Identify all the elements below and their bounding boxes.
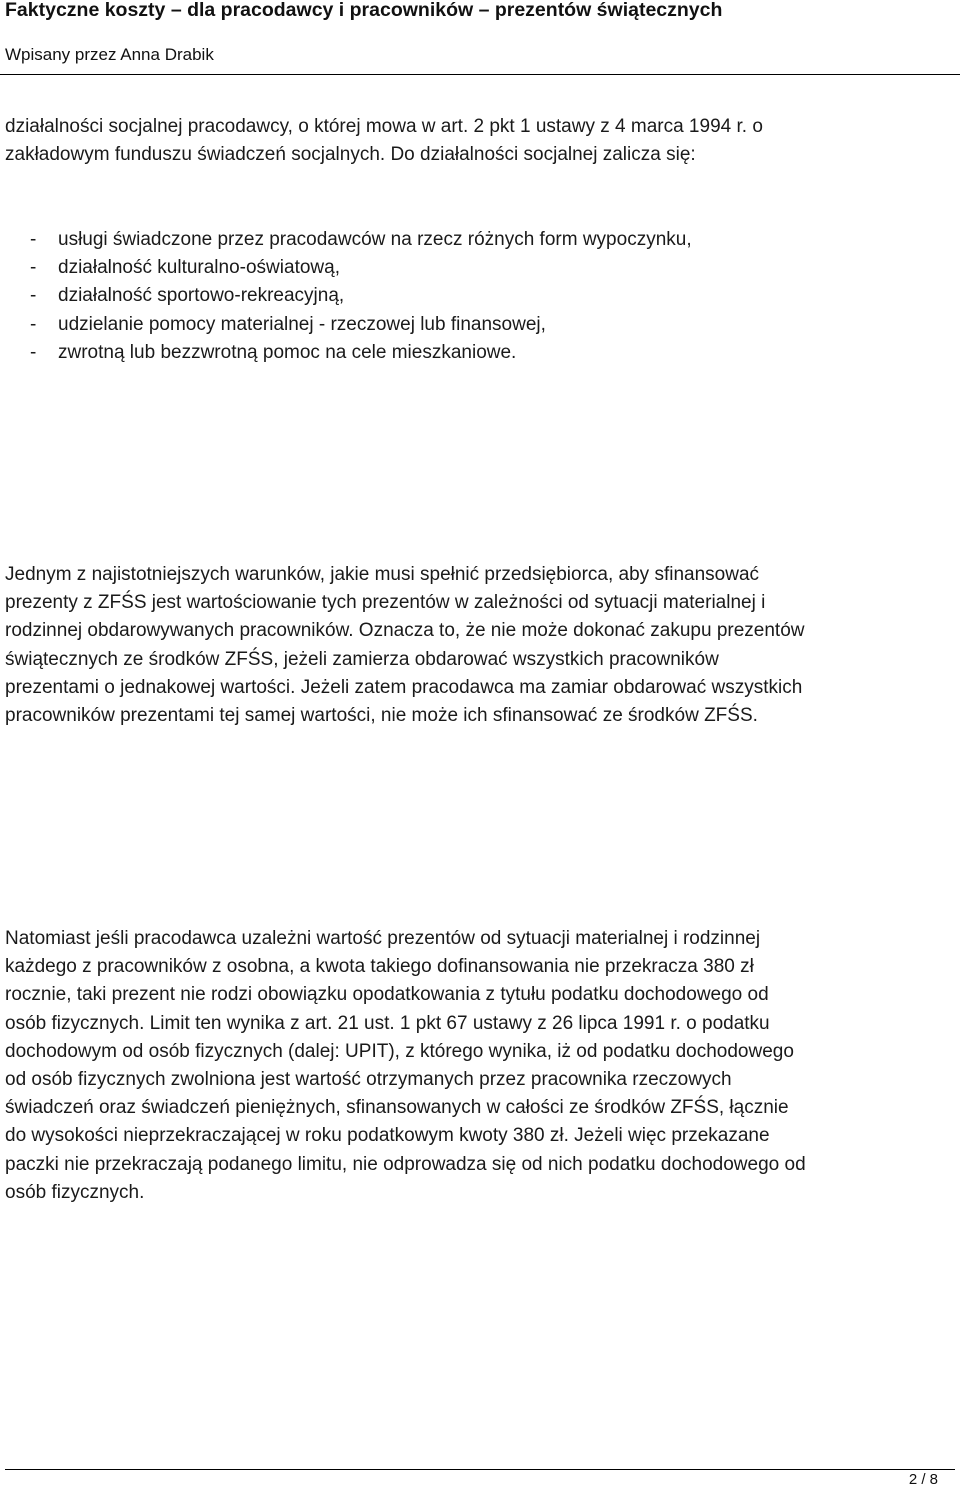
list-item-text: działalność kulturalno-oświatową, xyxy=(58,257,340,279)
text-line: prezentami o jednakowej wartości. Jeżeli zatem pracodawca ma zamiar obdarować wszystkich xyxy=(5,676,803,698)
footer-divider xyxy=(5,1469,955,1470)
text-line: Natomiast jeśli pracodawca uzależni wartość prezentów od sytuacji materialnej i rodzinnej xyxy=(5,928,761,949)
intro-paragraph xyxy=(5,113,955,169)
text-line: świadczeń oraz świadczeń pieniężnych, sfinansowanych w całości ze środków ZFŚS, łącznie xyxy=(5,1097,789,1119)
list-dash: - xyxy=(30,341,37,363)
text-line: paczki nie przekraczają podanego limitu, nie odprowadza się od nich podatku dochodowego od xyxy=(5,1153,806,1175)
list-dash: - xyxy=(30,257,37,279)
author-line: Wpisany przez Anna Drabik xyxy=(5,45,214,64)
text-line: pracowników prezentami tej samej wartości, nie może ich sfinansować ze środków ZFŚS. xyxy=(5,705,758,727)
list-item xyxy=(30,311,692,339)
text-line: osób fizycznych. Limit ten wynika z art. 21 ust. 1 pkt 67 ustawy z 26 lipca 1991 r. o podatku xyxy=(5,1012,770,1034)
text-line: do wysokości nieprzekraczającej w roku podatkowym kwoty 380 zł. Jeżeli więc przekazane xyxy=(5,1125,770,1147)
paragraph-tax-limit xyxy=(5,925,955,1207)
text-line: rodzinnej obdarowywanych pracowników. Oznacza to, że nie może dokonać zakupu prezentów xyxy=(5,620,805,642)
list-item xyxy=(30,282,692,310)
text-line: Jednym z najistotniejszych warunków, jakie musi spełnić przedsiębiorca, aby sfinansować xyxy=(5,564,760,585)
text-line: każdego z pracowników z osobna, a kwota takiego dofinansowania nie przekracza 380 zł xyxy=(5,956,754,978)
text-line: świątecznych ze środków ZFŚS, jeżeli zamierza obdarować wszystkich pracowników xyxy=(5,648,719,670)
text-line: zakładowym funduszu świadczeń socjalnych. Do działalności socjalnej zalicza się: xyxy=(5,144,696,166)
text-line: od osób fizycznych zwolniona jest wartość otrzymanych przez pracownika rzeczowych xyxy=(5,1069,732,1091)
text-line: prezenty z ZFŚS jest wartościowanie tych prezentów w zależności od sytuacji materialnej i xyxy=(5,592,766,614)
list-item xyxy=(30,226,692,254)
list-dash: - xyxy=(30,229,37,250)
list-dash: - xyxy=(30,313,37,335)
text-line: rocznie, taki prezent nie rodzi obowiązku opodatkowania z tytułu podatku dochodowego od xyxy=(5,984,769,1006)
page-number: 2 / 8 xyxy=(908,1471,938,1488)
list-item-text: udzielanie pomocy materialnej - rzeczowej lub finansowej, xyxy=(58,313,546,335)
list-item-text: zwrotną lub bezzwrotną pomoc na cele mieszkaniowe. xyxy=(58,341,517,363)
list-item-text: działalność sportowo-rekreacyjną, xyxy=(58,285,345,307)
text-line: działalności socjalnej pracodawcy, o której mowa w art. 2 pkt 1 ustawy z 4 marca 1994 r. o xyxy=(5,116,763,137)
paragraph-zfss-conditions xyxy=(5,561,955,730)
page-header xyxy=(0,0,960,75)
document-title: Faktyczne koszty – dla pracodawcy i pracowników – prezentów świątecznych xyxy=(5,0,723,21)
text-line: osób fizycznych. xyxy=(5,1181,145,1203)
text-line: dochodowym od osób fizycznych (dalej: UPIT), z którego wynika, iż od podatku dochodowego xyxy=(5,1040,794,1062)
list-item xyxy=(30,254,692,282)
list-item-text: usługi świadczone przez pracodawców na rzecz różnych form wypoczynku, xyxy=(58,229,692,250)
social-activities-list xyxy=(30,226,692,367)
list-dash: - xyxy=(30,285,37,307)
list-item xyxy=(30,339,692,367)
